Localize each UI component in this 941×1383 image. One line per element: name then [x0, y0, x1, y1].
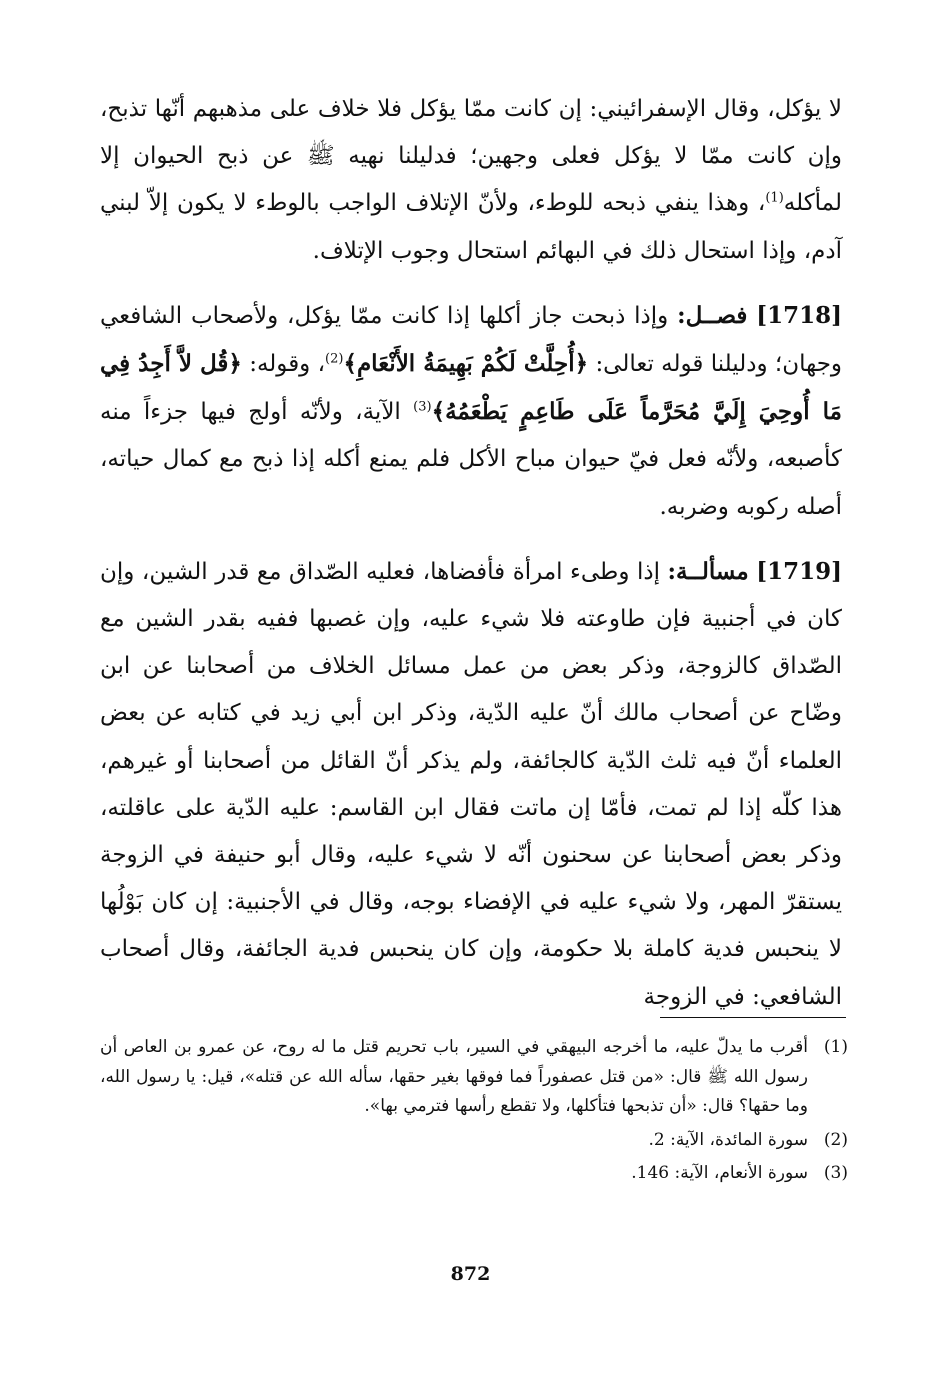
paragraph-1718-text-c: الآية، ولأنّه أولج فيها جزءاً منه كأصبعه، ولأنّه فعل فيّ حيوان مباح الأكل فلم يمنع أكله إذا ذبح مع كمال حياته، أصله ركوبه وضربه. [100, 399, 842, 520]
section-heading-fasl: فصــل: [677, 301, 748, 329]
footnote-number: (3) [823, 1163, 848, 1183]
paragraph-1718-text-b: ، وقوله: [249, 351, 326, 378]
quran-verse-2: ﴿قُل لاَّ أَجِدُ فِي مَا أُوحِيَ إِلَيَّ مُحَرَّماً عَلَى طَاعِمٍ يَطْعَمُهُ﴾ [100, 350, 842, 426]
footnote [100, 1159, 848, 1189]
section-number-1718: [1718] [756, 301, 843, 329]
page-number: 872 [450, 1263, 491, 1285]
main-text [100, 86, 842, 1038]
footnote-ref-1: (1) [765, 190, 784, 206]
paragraph-1718-text-a: وإذا ذبحت جاز أكلها إذا كانت ممّا يؤكل، ولأصحاب الشافعي وجهان؛ ودليلنا قوله تعالى: [100, 302, 843, 378]
footnote-number: (1) [823, 1037, 848, 1057]
footnotes [100, 1033, 848, 1193]
footnote-number: (2) [823, 1129, 848, 1150]
footnote-text: سورة المائدة، الآية: 2. [648, 1129, 808, 1150]
footnote-text: سورة الأنعام، الآية: 146. [631, 1163, 808, 1183]
paragraph-1-text-b: ، وهذا ينفي ذبحه للوطء، ولأنّ الإتلاف الواجب بالوطء لا يكون إلاّ لبني آدم، وإذا استحال ذلك في البهائم استحال وجوب الإتلاف. [100, 190, 842, 264]
footnote-separator [660, 1017, 846, 1018]
footnote [100, 1033, 848, 1122]
paragraph-1 [100, 86, 842, 275]
footnote-text: أقرب ما يدلّ عليه، ما أخرجه البيهقي في السير، باب تحريم قتل ما له روح، عن عمرو بن العاص أن رسول الله ﷺ قال: «من قتل عصفوراً فما فوقها بغير حقها، سأله الله عن قتله»، قيل: يا رسول الله، وما حقها؟ قال: «أن تذبحها فتأكلها، ولا تقطع رأسها فترمي بها». [100, 1037, 808, 1116]
paragraph-1719 [100, 548, 842, 1021]
footnote-ref-2: (2) [325, 351, 344, 367]
paragraph-1-text-a: لا يؤكل، وقال الإسفرائيني: إن كانت ممّا يؤكل فلا خلاف على مذهبهم أنّها تذبح، وإن كانت ممّا لا يؤكل فعلى وجهين؛ فدليلنا نهيه ﷺ عن ذبح الحيوان إلا لمأكله [100, 96, 842, 217]
footnote [100, 1126, 848, 1156]
quran-verse-1: ﴿أُحِلَّتْ لَكُمْ بَهِيمَةُ الأَنْعَامِ﴾ [343, 350, 589, 378]
paragraph-1718 [100, 292, 842, 531]
footnote-ref-3: (3) [413, 399, 432, 415]
section-number-1719: [1719] [756, 557, 843, 585]
section-heading-masala: مسألــة: [667, 557, 749, 585]
paragraph-1719-text: إذا وطىء امرأة فأفضاها، فعليه الصّداق مع قدر الشين، وإن كان في أجنبية فإن طاوعته فلا شيء عليه، وإن غصبها ففيه بقدر الشين مع الصّداق كالزوجة، وذكر بعض من عمل مسائل الخلاف من أصحابنا عن ابن وضّاح عن أصحاب مالك أنّ عليه الدّية، وذكر ابن أبي زيد في كتابه عن بعض العلماء أنّ فيه ثلث الدّية كالجائفة، ولم يذكر أنّ القائل من أصحابنا أو غيرهم، هذا كلّه إذا لم تمت، فأمّا إن ماتت فقال ابن القاسم: عليه الدّية على عاقلته، وذكر بعض أصحابنا عن سحنون أنّه لا شيء عليه، وقال أبو حنيفة في الزوجة يستقرّ المهر، ولا شيء عليه في الإفضاء بوجه، وقال في الأجنبية: إن كان بَوْلُها لا ينحبس فدية كاملة بلا حكومة، وإن كان ينحبس فدية الجائفة، وقال أصحاب الشافعي: في الزوجة [100, 558, 842, 1010]
